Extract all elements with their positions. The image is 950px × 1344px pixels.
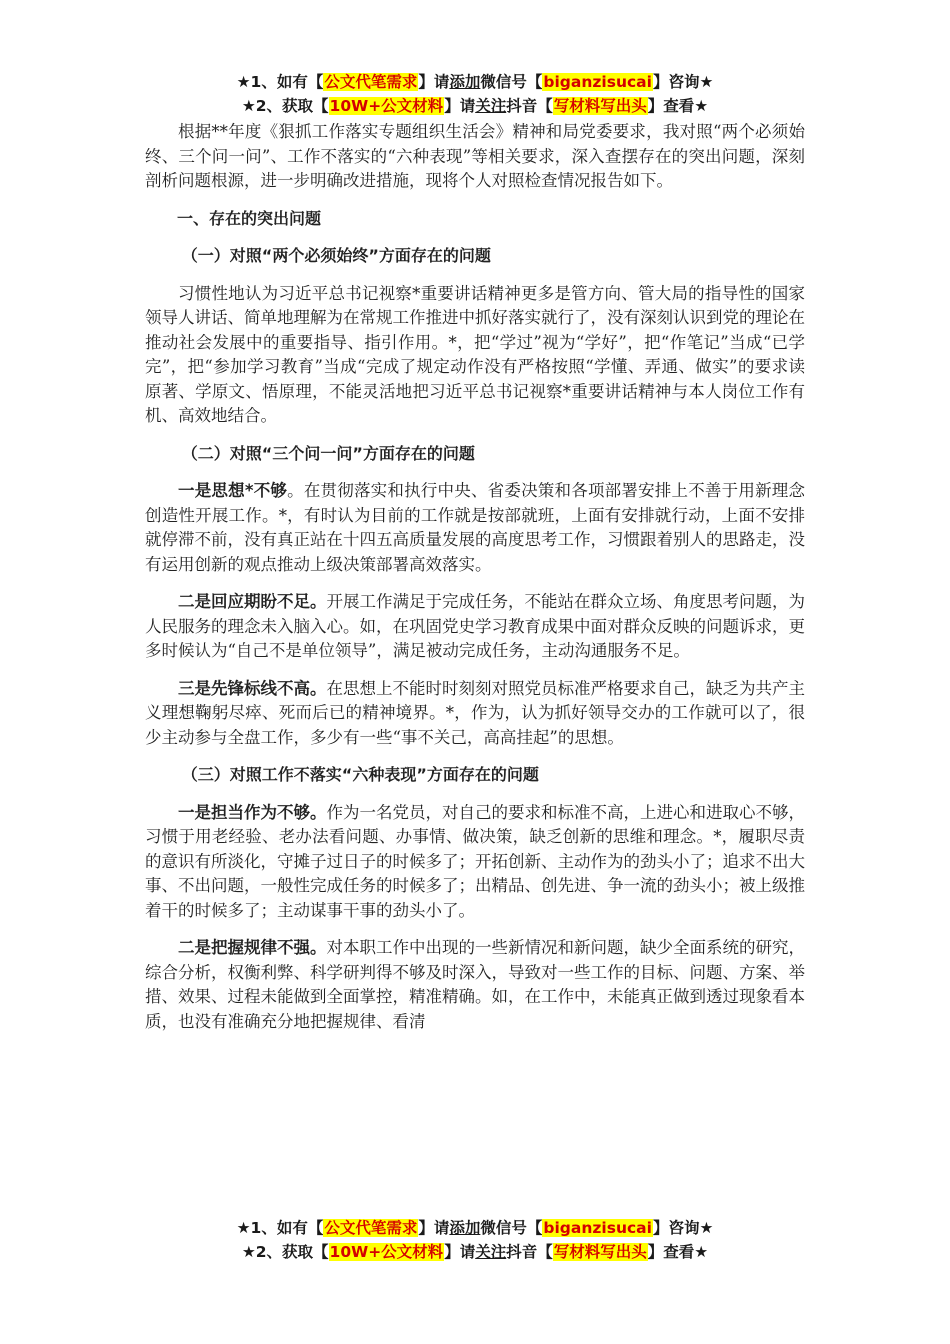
document-body: [145, 120, 805, 1047]
paragraph-text: 开展工作满足于完成任务，不能站在群众立场、角度思考问题，为人民服务的理念未入脑入心。如，在巩固党史学习教育成果中面对群众反映的问题诉求，更多时候认为“自己不是单位领导”，满足被动完成任务，主动沟通服务不足。: [145, 592, 805, 660]
banner-wechat-id: biganzisucai: [543, 73, 652, 91]
subsection-2-paragraph-1: [145, 479, 805, 577]
banner-line-2: [0, 94, 950, 118]
banner-line-1: [0, 70, 950, 94]
paragraph-lead: 一是思想*不够: [178, 481, 288, 500]
subsection-heading-2: （二）对照“三个问一问”方面存在的问题: [181, 443, 475, 463]
banner-line-2: [0, 1240, 950, 1264]
paragraph-text: 对本职工作中出现的一些新情况和新问题，缺少全面系统的研究，综合分析，权衡利弊、科学研判得不够及时深入，导致对一些工作的目标、问题、方案、举措、效果、过程未能做到全面掌控，精准精确。如，在工作中，未能真正做到透过现象看本质，也没有准确充分地把握规律、看清: [145, 938, 805, 1031]
banner-text: 】请: [418, 1219, 450, 1237]
banner-highlight: 10W+公文材料: [329, 97, 444, 115]
top-banner: [0, 70, 950, 118]
subsection-2-paragraph-3: [145, 677, 805, 751]
banner-text: 】请: [444, 97, 476, 115]
paragraph-lead: 二是回应期盼不足。: [178, 592, 327, 611]
banner-douyin-id: 写材料写出头: [553, 97, 647, 115]
banner-text: ★2、获取【: [241, 97, 329, 115]
banner-text: 抖音【: [506, 1243, 553, 1261]
subsection-1-paragraph: 习惯性地认为习近平总书记视察*重要讲话精神更多是管方向、管大局的指导性的国家领导人讲话、简单地理解为在常规工作推进中抓好落实就行了，没有深刻认识到党的理论在推动社会发展中的重要指导、指引作用。*，把“学过”视为“学好”，把“作笔记”当成“已学完”，把“参加学习教育”当成“完成了规定动作没有严格按照“学懂、弄通、做实”的要求读原著、学原文、悟原理，不能灵活地把习近平总书记视察*重要讲话精神与本人岗位工作有机、高效地结合。: [145, 283, 805, 425]
banner-highlight: 10W+公文材料: [329, 1243, 444, 1261]
paragraph-text: 。在贯彻落实和执行中央、省委决策和各项部署安排上不善于用新理念创造性开展工作。*，有时认为目前的工作就是按部就班，上面有安排就行动，上面不安排就停滞不前，没有真正站在十四五高质量发展的高度思考工作，习惯跟着别人的思路走，没有运用创新的观点推动上级决策部署高效落实。: [145, 481, 805, 574]
banner-text: ★1、如有【: [236, 73, 324, 91]
paragraph-lead: 二是把握规律不强。: [178, 938, 327, 957]
banner-text: 】咨询★: [652, 1219, 714, 1237]
banner-text: ★1、如有【: [236, 1219, 324, 1237]
paragraph-text: 作为一名党员，对自己的要求和标准不高，上进心和进取心不够，习惯于用老经验、老办法看问题、办事情、做决策，缺乏创新的思维和理念。*，履职尽责的意识有所淡化，守摊子过日子的时候多了；开拓创新、主动作为的劲头小了；追求不出大事、不出问题，一般性完成任务的时候多了；出精品、创先进、争一流的劲头小；被上级推着干的时候多了；主动谋事干事的劲头小了。: [145, 802, 805, 920]
banner-underline: 关注: [475, 1243, 507, 1261]
bottom-banner: [0, 1216, 950, 1264]
banner-wechat-id: biganzisucai: [543, 1219, 652, 1237]
subsection-heading-3: （三）对照工作不落实“六种表现”方面存在的问题: [181, 765, 539, 784]
banner-text: 】查看★: [647, 97, 709, 115]
banner-text: 】请: [418, 73, 450, 91]
subsection-heading-1: （一）对照“两个必须始终”方面存在的问题: [181, 246, 491, 265]
subsection-2-paragraph-2: [145, 590, 805, 664]
banner-underline: 关注: [475, 97, 507, 115]
banner-highlight: 公文代笔需求: [324, 73, 418, 91]
section-heading: 一、存在的突出问题: [177, 208, 322, 228]
subsection-3-paragraph-2: [145, 936, 805, 1034]
paragraph-lead: 三是先锋标线不高。: [178, 678, 327, 698]
banner-text: 微信号【: [480, 1219, 543, 1237]
banner-douyin-id: 写材料写出头: [553, 1243, 647, 1261]
intro-paragraph: 根据**年度《狠抓工作落实专题组织生活会》精神和局党委要求，我对照“两个必须始终、三个问一问”、工作不落实的“六种表现”等相关要求，深入查摆存在的突出问题，深刻剖析问题根源，进一步明确改进措施，现将个人对照检查情况报告如下。: [145, 122, 805, 190]
paragraph-text: 在思想上不能时时刻刻对照党员标准严格要求自己，缺乏为共产主义理想鞠躬尽瘁、死而后已的精神境界。*，作为，认为抓好领导交办的工作就可以了，很少主动参与全盘工作，多少有一些“事不关己，高高挂起”的思想。: [145, 678, 805, 747]
banner-text: 抖音【: [506, 97, 553, 115]
banner-text: 】查看★: [647, 1243, 709, 1261]
subsection-3-paragraph-1: [145, 801, 805, 924]
banner-text: 】请: [444, 1243, 476, 1261]
banner-text: 】咨询★: [652, 73, 714, 91]
banner-text: 微信号【: [480, 73, 543, 91]
paragraph-lead: 一是担当作为不够。: [178, 802, 327, 822]
banner-text: ★2、获取【: [241, 1243, 329, 1261]
banner-underline: 添加: [449, 73, 481, 91]
banner-highlight: 公文代笔需求: [324, 1219, 418, 1237]
banner-line-1: [0, 1216, 950, 1240]
banner-underline: 添加: [449, 1219, 481, 1237]
